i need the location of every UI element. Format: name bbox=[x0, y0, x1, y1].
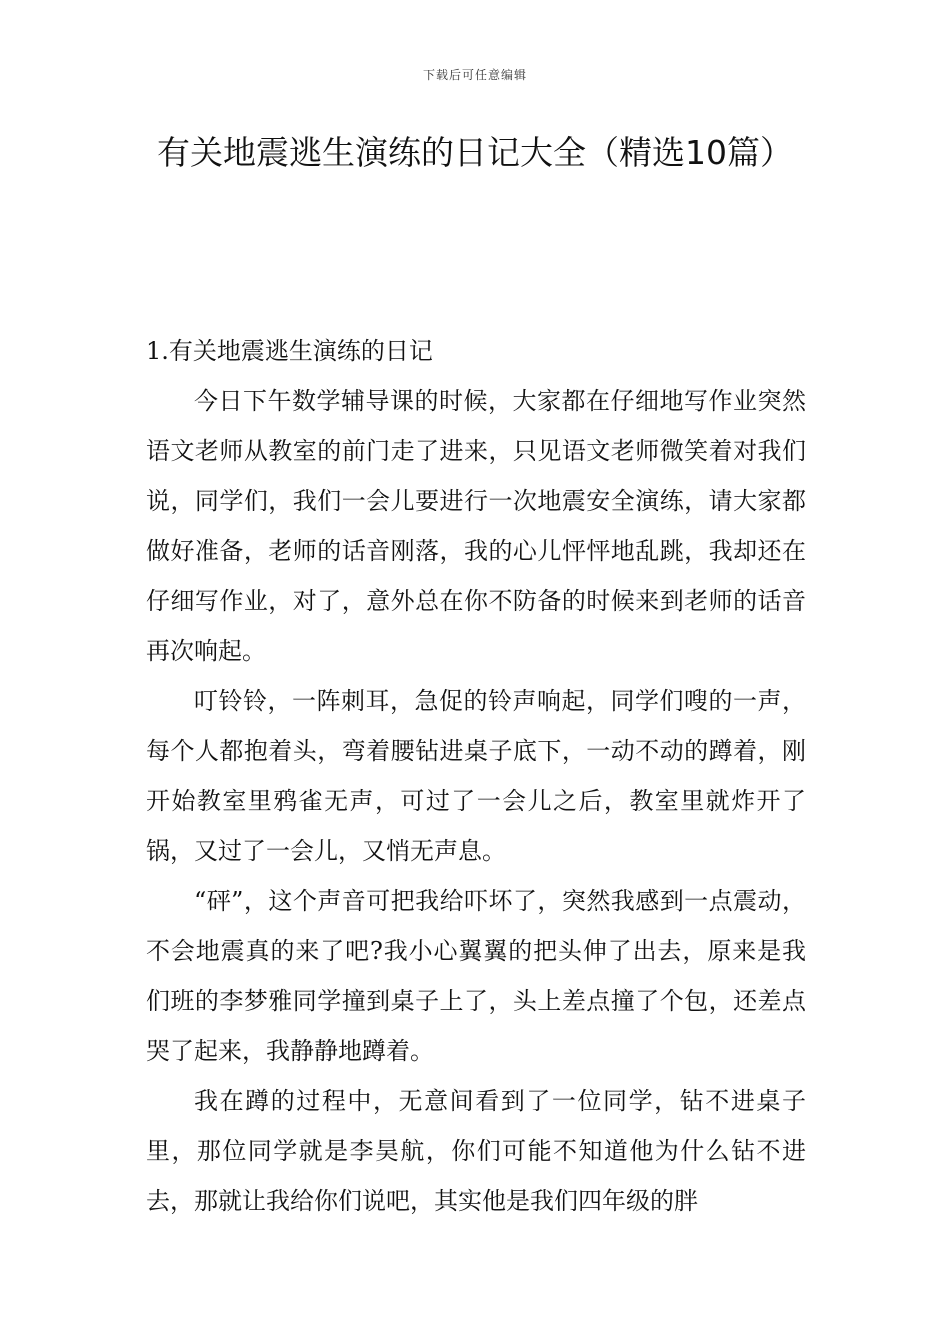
document-title: 有关地震逃生演练的日记大全（精选10篇） bbox=[157, 133, 793, 172]
paragraph-1: 今日下午数学辅导课的时候，大家都在仔细地写作业突然语文老师从教室的前门走了进来，只见语文老师微笑着对我们说，同学们，我们一会儿要进行一次地震安全演练，请大家都做好准备，老师的话音刚落，我的心儿怦怦地乱跳，我却还在仔细写作业，对了，意外总在你不防备的时候来到老师的话音再次响起。 bbox=[146, 387, 806, 665]
section-heading: 1.有关地震逃生演练的日记 bbox=[146, 337, 433, 365]
header-note: 下载后可任意编辑 bbox=[422, 68, 527, 82]
document-body bbox=[146, 326, 806, 1226]
paragraph-4: 我在蹲的过程中，无意间看到了一位同学，钻不进桌子里，那位同学就是李昊航，你们可能不知道他为什么钻不进去，那就让我给你们说吧，其实他是我们四年级的胖 bbox=[146, 1087, 806, 1215]
paragraph-2: 叮铃铃，一阵刺耳，急促的铃声响起，同学们嗖的一声，每个人都抱着头，弯着腰钻进桌子底下，一动不动的蹲着，刚开始教室里鸦雀无声，可过了一会儿之后，教室里就炸开了锅，又过了一会儿，又悄无声息。 bbox=[146, 687, 806, 865]
paragraph-3: “砰”，这个声音可把我给吓坏了，突然我感到一点震动，不会地震真的来了吧?我小心翼翼的把头伸了出去，原来是我们班的李梦雅同学撞到桌子上了，头上差点撞了个包，还差点哭了起来，我静静地蹲着。 bbox=[146, 887, 806, 1065]
